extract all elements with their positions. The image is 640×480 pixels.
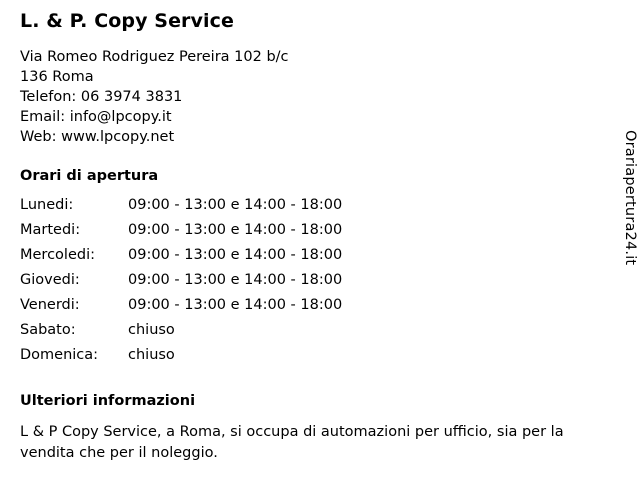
more-info-heading: Ulteriori informazioni xyxy=(20,392,196,409)
opening-hours-heading: Orari di apertura xyxy=(20,167,159,184)
table-row xyxy=(20,322,342,347)
address-line-web: Web: www.lpcopy.net xyxy=(20,128,175,145)
address-line-phone: Telefon: 06 3974 3831 xyxy=(20,88,183,105)
table-row xyxy=(20,272,342,297)
hours-day-value: chiuso xyxy=(128,321,175,338)
table-row xyxy=(20,297,342,322)
opening-hours-table xyxy=(20,197,342,372)
hours-day-label: Giovedi: xyxy=(20,271,80,288)
table-row xyxy=(20,197,342,222)
address-line-email: Email: info@lpcopy.it xyxy=(20,108,172,125)
content-column xyxy=(20,10,600,464)
table-row xyxy=(20,222,342,247)
table-row xyxy=(20,247,342,272)
hours-day-label: Mercoledi: xyxy=(20,246,95,263)
hours-day-value: 09:00 - 13:00 e 14:00 - 18:00 xyxy=(128,296,343,313)
address-line-city: 136 Roma xyxy=(20,68,94,85)
address-block xyxy=(20,47,600,147)
hours-day-label: Domenica: xyxy=(20,346,99,363)
hours-day-label: Sabato: xyxy=(20,321,76,338)
table-row xyxy=(20,347,342,372)
more-info-text: L & P Copy Service, a Roma, si occupa di automazioni per ufficio, sia per la vendita che per il noleggio. xyxy=(20,423,564,461)
page-title: L. & P. Copy Service xyxy=(20,10,234,32)
hours-day-value: chiuso xyxy=(128,346,175,363)
hours-day-value: 09:00 - 13:00 e 14:00 - 18:00 xyxy=(128,196,343,213)
hours-day-value: 09:00 - 13:00 e 14:00 - 18:00 xyxy=(128,221,343,238)
address-line-street: Via Romeo Rodriguez Pereira 102 b/c xyxy=(20,48,289,65)
hours-day-value: 09:00 - 13:00 e 14:00 - 18:00 xyxy=(128,271,343,288)
site-watermark: Orariapertura24.it xyxy=(622,130,638,266)
hours-day-label: Martedi: xyxy=(20,221,81,238)
hours-day-label: Lunedi: xyxy=(20,196,74,213)
hours-day-label: Venerdi: xyxy=(20,296,80,313)
hours-day-value: 09:00 - 13:00 e 14:00 - 18:00 xyxy=(128,246,343,263)
